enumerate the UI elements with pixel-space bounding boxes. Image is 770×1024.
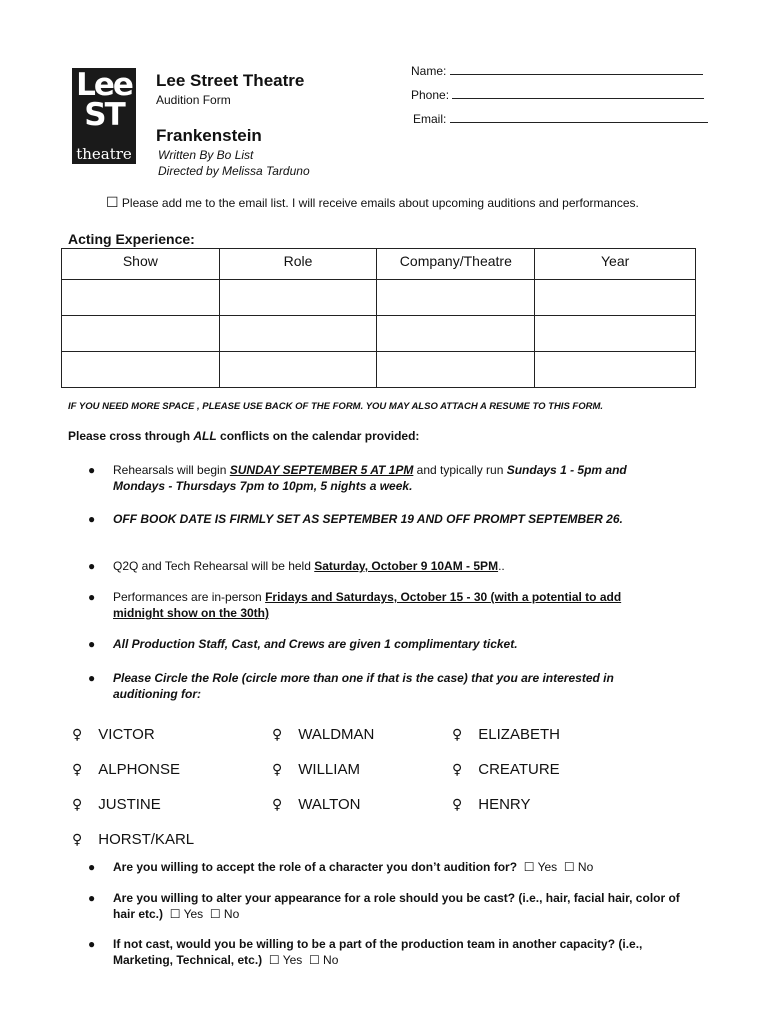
table-row[interactable] [62,316,696,352]
female-sign-icon: ♀ [272,797,283,813]
bullet-icon: ● [88,559,96,573]
role-label: ALPHONSE [98,761,180,778]
table-row[interactable] [62,280,696,316]
acting-experience-title: Acting Experience: [68,231,195,247]
off-book-text: OFF BOOK DATE IS FIRMLY SET AS SEPTEMBER 19 AND OFF PROMPT SEPTEMBER 26 [113,512,620,526]
table-cell[interactable] [535,280,696,316]
question-production-team [113,936,693,968]
table-cell[interactable] [535,316,696,352]
question-text: If not cast, would you be willing to be a part of the production team in another capacity? (i.e., Marketing, Technical, etc.) [113,937,643,967]
column-header-role: Role [219,249,377,280]
performance-dates [113,589,658,621]
tech-rehearsal-note [113,558,673,574]
role-henry[interactable] [452,796,531,813]
rehearsal-start-date: SUNDAY SEPTEMBER 5 AT 1PM [229,463,414,477]
table-cell[interactable] [62,316,220,352]
female-sign-icon: ♀ [72,762,83,778]
role-alphonse[interactable] [72,761,180,778]
logo-mark-top: Lee [76,67,132,103]
bullet-icon: ● [88,637,96,651]
logo-word: theatre [76,145,132,163]
role-waldman[interactable] [272,726,374,743]
complimentary-ticket-note: All Production Staff, Cast, and Crews are given 1 complimentary ticket. [113,637,518,651]
tech-pre: Q2Q and Tech Rehearsal will be held [113,559,315,573]
table-cell[interactable] [377,316,535,352]
rehearsal-times: Sundays 1 - 5pm and Mondays - Thursdays 7pm to 10pm, 5 nights a week. [113,463,627,493]
space-note: IF YOU NEED MORE SPACE , PLEASE USE BACK OF THE FORM. YOU MAY ALSO ATTACH A RESUME TO THIS FORM. [68,401,604,412]
yes-checkbox[interactable]: ☐ Yes [169,907,204,921]
name-field[interactable] [411,62,703,78]
column-header-show: Show [62,249,220,280]
email-label: Email: [413,112,447,126]
table-cell[interactable] [219,280,377,316]
table-cell[interactable] [377,280,535,316]
role-creature[interactable] [452,761,560,778]
role-label: VICTOR [98,726,155,743]
conflicts-post: conflicts on the calendar provided: [216,429,420,443]
conflicts-emphasis: ALL [193,429,217,443]
role-horst-karl[interactable] [72,831,194,848]
female-sign-icon: ♀ [72,727,83,743]
conflicts-instruction [68,429,419,443]
no-checkbox[interactable]: ☐ No [308,953,339,967]
role-justine[interactable] [72,796,161,813]
question-text: Are you willing to accept the role of a character you don’t audition for? [113,860,518,874]
rehearsal-pre: Rehearsals will begin [113,463,230,477]
role-label: WALTON [298,796,361,813]
question-accept-role [113,859,673,875]
female-sign-icon: ♀ [72,797,83,813]
off-book-end: . [619,512,623,526]
conflicts-pre: Please cross through [68,429,194,443]
table-cell[interactable] [535,352,696,388]
female-sign-icon: ♀ [452,797,463,813]
bullet-icon: ● [88,937,96,951]
email-list-text: Please add me to the email list. I will receive emails about upcoming auditions and performances. [121,196,639,210]
bullet-icon: ● [88,860,96,874]
role-victor[interactable] [72,726,155,743]
phone-line[interactable] [452,86,704,99]
role-label: WALDMAN [298,726,375,743]
email-list-option[interactable] [106,195,639,211]
performance-date-range: Fridays and Saturdays, October 15 - 30 (with a potential to add midnight show on the 30th) [113,590,622,620]
bullet-icon: ● [88,891,96,905]
female-sign-icon: ♀ [272,727,283,743]
director-credit: Directed by Melissa Tarduno [158,164,310,178]
email-field[interactable] [413,110,708,126]
role-label: HENRY [478,796,531,813]
table-cell[interactable] [219,352,377,388]
email-line[interactable] [450,110,708,123]
logo-mark [72,67,136,133]
form-subtitle: Audition Form [156,93,231,107]
phone-label: Phone: [411,88,450,102]
role-label: HORST/KARL [98,831,195,848]
table-cell[interactable] [219,316,377,352]
phone-field[interactable] [411,86,704,102]
table-row[interactable] [62,352,696,388]
role-william[interactable] [272,761,360,778]
no-checkbox[interactable]: ☐ No [563,860,594,874]
name-line[interactable] [450,62,703,75]
female-sign-icon: ♀ [452,762,463,778]
question-text: Are you willing to alter your appearance for a role should you be cast? (i.e., hair, facial hair, color of hair etc.) [113,891,680,921]
bullet-icon: ● [88,512,96,526]
org-title: Lee Street Theatre [156,71,305,90]
table-cell[interactable] [377,352,535,388]
tech-date: Saturday, October 9 10AM - 5PM [314,559,499,573]
role-label: WILLIAM [298,761,360,778]
tech-end: .. [498,559,505,573]
role-label: JUSTINE [98,796,161,813]
circle-role-instruction: Please Circle the Role (circle more than one if that is the case) that you are interested in auditioning for: [113,671,614,701]
column-header-company: Company/Theatre [377,249,535,280]
bullet-icon: ● [88,463,96,477]
bullet-icon: ● [88,671,96,685]
table-header-row [62,249,696,280]
yes-checkbox[interactable]: ☐ Yes [523,860,558,874]
table-cell[interactable] [62,280,220,316]
yes-checkbox[interactable]: ☐ Yes [268,953,303,967]
performance-pre: Performances are in-person [113,590,266,604]
question-alter-appearance [113,890,703,922]
show-title: Frankenstein [156,126,262,145]
acting-experience-table [61,248,696,388]
no-checkbox[interactable]: ☐ No [209,907,240,921]
role-label: CREATURE [478,761,560,778]
rehearsal-mid: and typically run [413,463,507,477]
email-list-checkbox[interactable]: ☐ [106,195,119,211]
table-cell[interactable] [62,352,220,388]
name-label: Name: [411,64,447,78]
role-elizabeth[interactable] [452,726,560,743]
role-walton[interactable] [272,796,361,813]
theatre-logo [72,68,136,164]
female-sign-icon: ♀ [72,832,83,848]
female-sign-icon: ♀ [272,762,283,778]
logo-mark-bottom: ST [84,97,124,133]
female-sign-icon: ♀ [452,727,463,743]
off-book-note [113,511,673,527]
bullet-icon: ● [88,590,96,604]
rehearsal-schedule [113,462,673,494]
role-label: ELIZABETH [478,726,560,743]
writer-credit: Written By Bo List [158,148,254,162]
column-header-year: Year [535,249,696,280]
